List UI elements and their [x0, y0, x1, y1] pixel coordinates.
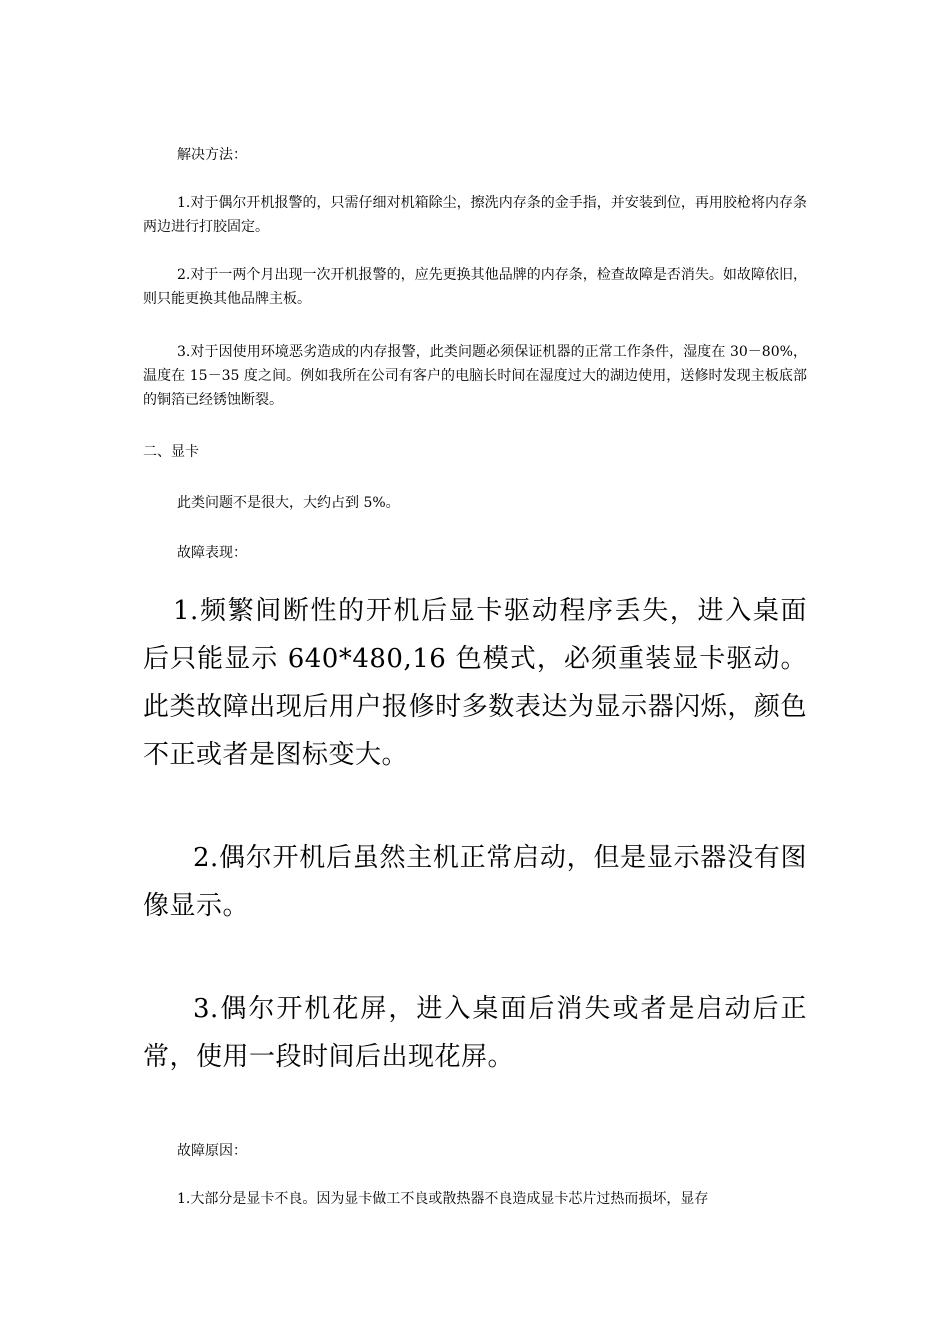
solution-heading: 解决方法： [177, 147, 247, 163]
cause-heading: 故障原因： [177, 1143, 247, 1159]
section-intro: 此类问题不是很大，大约占到 5%。 [177, 495, 400, 511]
symptom-item-2: 2.偶尔开机后虽然主机正常启动，但是显示器没有图像显示。 [143, 843, 807, 921]
section-title: 二、显卡 [143, 444, 199, 460]
symptom-item-3: 3.偶尔开机花屏，进入桌面后消失或者是启动后正常，使用一段时间后出现花屏。 [143, 994, 807, 1072]
symptom-item-1: 1.频繁间断性的开机后显卡驱动程序丢失，进入桌面后只能显示 640*480,16 色模式，必须重装显卡驱动。此类故障出现后用户报修时多数表达为显示器闪烁，颜色不正或者是图标变大。 [143, 596, 807, 770]
solution-item-3: 3.对于因使用环境恶劣造成的内存报警，此类问题必须保证机器的正常工作条件，湿度在 30－80%，温度在 15－35 度之间。例如我所在公司有客户的电脑长时间在湿度过大的湖边使用，送修时发现主板底部的铜箔已经锈蚀断裂。 [143, 344, 807, 408]
solution-item-2: 2.对于一两个月出现一次开机报警的，应先更换其他品牌的内存条，检查故障是否消失。如故障依旧，则只能更换其他品牌主板。 [143, 267, 807, 307]
symptom-heading: 故障表现： [177, 545, 247, 561]
solution-item-1: 1.对于偶尔开机报警的，只需仔细对机箱除尘，擦洗内存条的金手指，并安装到位，再用胶枪将内存条两边进行打胶固定。 [143, 195, 807, 235]
cause-item-1: 1.大部分是显卡不良。因为显卡做工不良或散热器不良造成显卡芯片过热而损坏，显存 [177, 1191, 709, 1207]
